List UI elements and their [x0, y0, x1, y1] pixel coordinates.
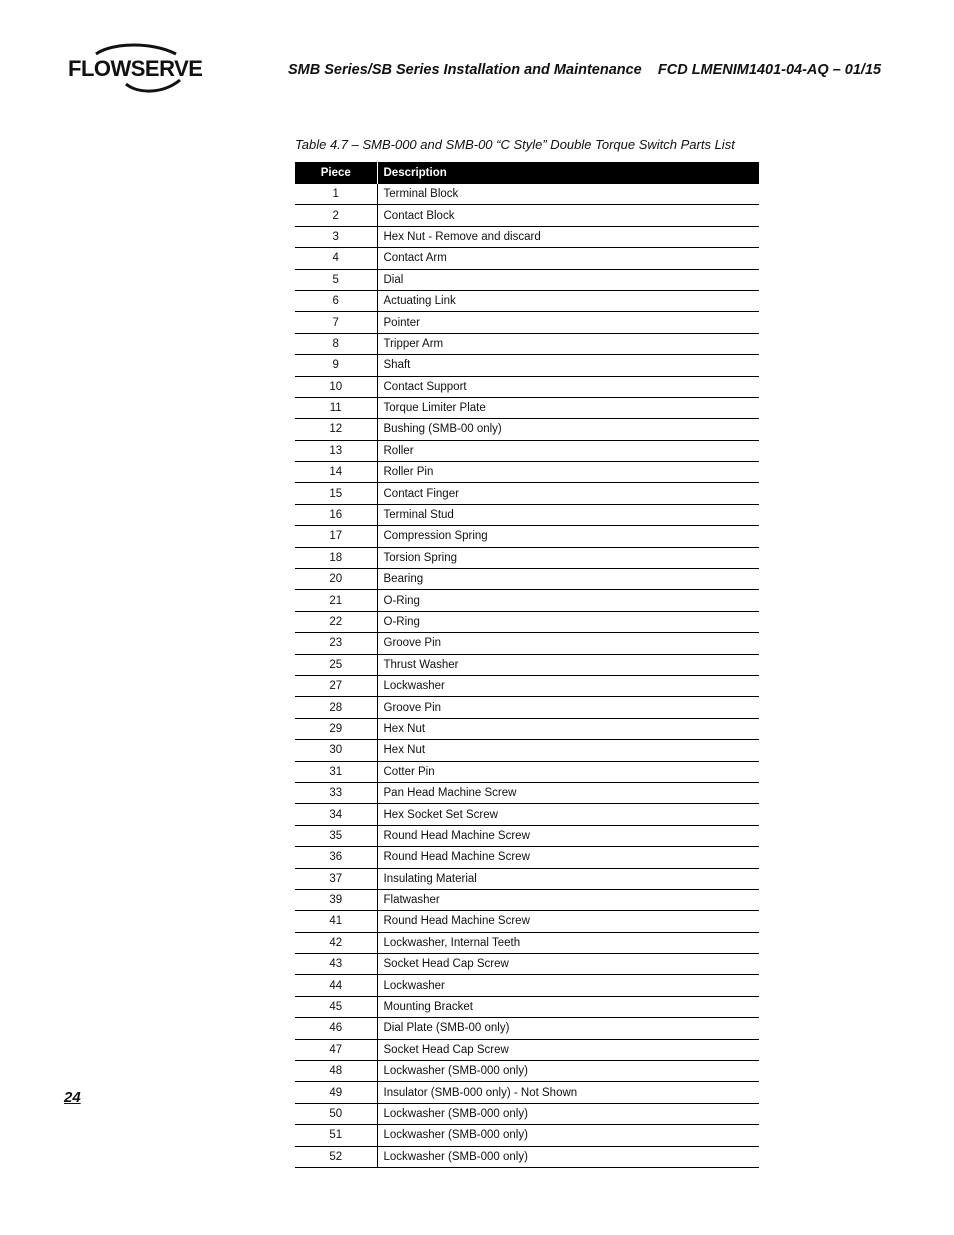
description-cell: Roller Pin [377, 462, 759, 483]
description-cell: Pointer [377, 312, 759, 333]
table-row [295, 1125, 759, 1146]
piece-cell: 33 [295, 782, 377, 803]
piece-cell: 43 [295, 954, 377, 975]
piece-cell: 4 [295, 248, 377, 269]
table-row [295, 1061, 759, 1082]
table-row [295, 675, 759, 696]
description-cell: Lockwasher [377, 675, 759, 696]
description-cell: Round Head Machine Screw [377, 911, 759, 932]
document-header-title: SMB Series/SB Series Installation and Maintenance FCD LMENIM1401-04-AQ – 01/15 [288, 62, 882, 78]
piece-cell: 16 [295, 504, 377, 525]
piece-cell: 20 [295, 569, 377, 590]
table-row [295, 633, 759, 654]
piece-cell: 5 [295, 269, 377, 290]
piece-cell: 29 [295, 718, 377, 739]
table-row [295, 312, 759, 333]
description-cell: Round Head Machine Screw [377, 847, 759, 868]
piece-cell: 9 [295, 355, 377, 376]
table-header-row [295, 162, 759, 184]
description-cell: Compression Spring [377, 526, 759, 547]
table-row [295, 1082, 759, 1103]
table-row [295, 1018, 759, 1039]
table-row [295, 462, 759, 483]
piece-cell: 37 [295, 868, 377, 889]
table-row [295, 526, 759, 547]
description-cell: O-Ring [377, 611, 759, 632]
description-cell: Cotter Pin [377, 761, 759, 782]
table-row [295, 290, 759, 311]
table-row [295, 226, 759, 247]
description-cell: Lockwasher (SMB-000 only) [377, 1103, 759, 1124]
table-row [295, 184, 759, 205]
table-row [295, 590, 759, 611]
description-cell: Insulating Material [377, 868, 759, 889]
description-cell: Shaft [377, 355, 759, 376]
description-cell: Dial [377, 269, 759, 290]
table-row [295, 932, 759, 953]
logo-wordmark: FLOWSERVE [68, 56, 203, 81]
piece-cell: 2 [295, 205, 377, 226]
description-cell: Bearing [377, 569, 759, 590]
table-row [295, 419, 759, 440]
description-cell: Terminal Block [377, 184, 759, 205]
description-cell: Groove Pin [377, 633, 759, 654]
table-row [295, 611, 759, 632]
parts-list-table [295, 162, 759, 1168]
piece-cell: 52 [295, 1146, 377, 1167]
table-caption: Table 4.7 – SMB-000 and SMB-00 “C Style” Double Torque Switch Parts List [295, 137, 735, 152]
piece-cell: 17 [295, 526, 377, 547]
description-cell: Lockwasher, Internal Teeth [377, 932, 759, 953]
piece-cell: 10 [295, 376, 377, 397]
table-row [295, 504, 759, 525]
table-row [295, 547, 759, 568]
piece-cell: 14 [295, 462, 377, 483]
description-cell: Lockwasher (SMB-000 only) [377, 1125, 759, 1146]
description-cell: Contact Block [377, 205, 759, 226]
table-row [295, 782, 759, 803]
piece-cell: 47 [295, 1039, 377, 1060]
description-cell: Actuating Link [377, 290, 759, 311]
piece-cell: 49 [295, 1082, 377, 1103]
description-cell: Contact Arm [377, 248, 759, 269]
table-row [295, 697, 759, 718]
table-row [295, 847, 759, 868]
description-cell: Round Head Machine Screw [377, 825, 759, 846]
table-row [295, 569, 759, 590]
table-row [295, 269, 759, 290]
piece-cell: 18 [295, 547, 377, 568]
piece-cell: 6 [295, 290, 377, 311]
table-row [295, 804, 759, 825]
description-cell: Socket Head Cap Screw [377, 954, 759, 975]
piece-cell: 50 [295, 1103, 377, 1124]
description-cell: Bushing (SMB-00 only) [377, 419, 759, 440]
piece-cell: 15 [295, 483, 377, 504]
table-row [295, 333, 759, 354]
piece-cell: 45 [295, 996, 377, 1017]
table-row [295, 996, 759, 1017]
piece-cell: 34 [295, 804, 377, 825]
description-cell: Flatwasher [377, 889, 759, 910]
description-cell: O-Ring [377, 590, 759, 611]
table-row [295, 376, 759, 397]
piece-cell: 30 [295, 740, 377, 761]
description-cell: Tripper Arm [377, 333, 759, 354]
piece-cell: 42 [295, 932, 377, 953]
piece-cell: 35 [295, 825, 377, 846]
piece-cell: 48 [295, 1061, 377, 1082]
piece-cell: 7 [295, 312, 377, 333]
piece-cell: 39 [295, 889, 377, 910]
table-row [295, 954, 759, 975]
description-cell: Terminal Stud [377, 504, 759, 525]
description-cell: Contact Support [377, 376, 759, 397]
table-row [295, 355, 759, 376]
piece-cell: 41 [295, 911, 377, 932]
description-cell: Insulator (SMB-000 only) - Not Shown [377, 1082, 759, 1103]
description-cell: Groove Pin [377, 697, 759, 718]
description-cell: Lockwasher (SMB-000 only) [377, 1061, 759, 1082]
column-header-description: Description [377, 162, 759, 184]
column-header-piece: Piece [295, 162, 377, 184]
piece-cell: 23 [295, 633, 377, 654]
piece-cell: 13 [295, 440, 377, 461]
description-cell: Mounting Bracket [377, 996, 759, 1017]
piece-cell: 31 [295, 761, 377, 782]
piece-cell: 3 [295, 226, 377, 247]
table-row [295, 911, 759, 932]
table-row [295, 440, 759, 461]
piece-cell: 51 [295, 1125, 377, 1146]
table-row [295, 483, 759, 504]
table-row [295, 740, 759, 761]
description-cell: Contact Finger [377, 483, 759, 504]
description-cell: Lockwasher [377, 975, 759, 996]
piece-cell: 11 [295, 397, 377, 418]
table-row [295, 718, 759, 739]
description-cell: Hex Nut - Remove and discard [377, 226, 759, 247]
piece-cell: 44 [295, 975, 377, 996]
piece-cell: 1 [295, 184, 377, 205]
table-row [295, 1146, 759, 1167]
table-row [295, 889, 759, 910]
description-cell: Thrust Washer [377, 654, 759, 675]
piece-cell: 25 [295, 654, 377, 675]
description-cell: Lockwasher (SMB-000 only) [377, 1146, 759, 1167]
description-cell: Hex Nut [377, 718, 759, 739]
description-cell: Socket Head Cap Screw [377, 1039, 759, 1060]
piece-cell: 36 [295, 847, 377, 868]
description-cell: Pan Head Machine Screw [377, 782, 759, 803]
piece-cell: 28 [295, 697, 377, 718]
table-row [295, 397, 759, 418]
table-row [295, 761, 759, 782]
table-row [295, 654, 759, 675]
flowserve-logo [68, 40, 208, 100]
table-row [295, 1039, 759, 1060]
table-row [295, 975, 759, 996]
table-row [295, 205, 759, 226]
table-body [295, 184, 759, 1167]
description-cell: Hex Nut [377, 740, 759, 761]
piece-cell: 8 [295, 333, 377, 354]
description-cell: Torque Limiter Plate [377, 397, 759, 418]
piece-cell: 46 [295, 1018, 377, 1039]
piece-cell: 22 [295, 611, 377, 632]
table-row [295, 868, 759, 889]
description-cell: Dial Plate (SMB-00 only) [377, 1018, 759, 1039]
table-row [295, 825, 759, 846]
description-cell: Torsion Spring [377, 547, 759, 568]
page-number: 24 [64, 1089, 81, 1106]
description-cell: Roller [377, 440, 759, 461]
piece-cell: 21 [295, 590, 377, 611]
description-cell: Hex Socket Set Screw [377, 804, 759, 825]
table-row [295, 248, 759, 269]
piece-cell: 12 [295, 419, 377, 440]
piece-cell: 27 [295, 675, 377, 696]
table-row [295, 1103, 759, 1124]
